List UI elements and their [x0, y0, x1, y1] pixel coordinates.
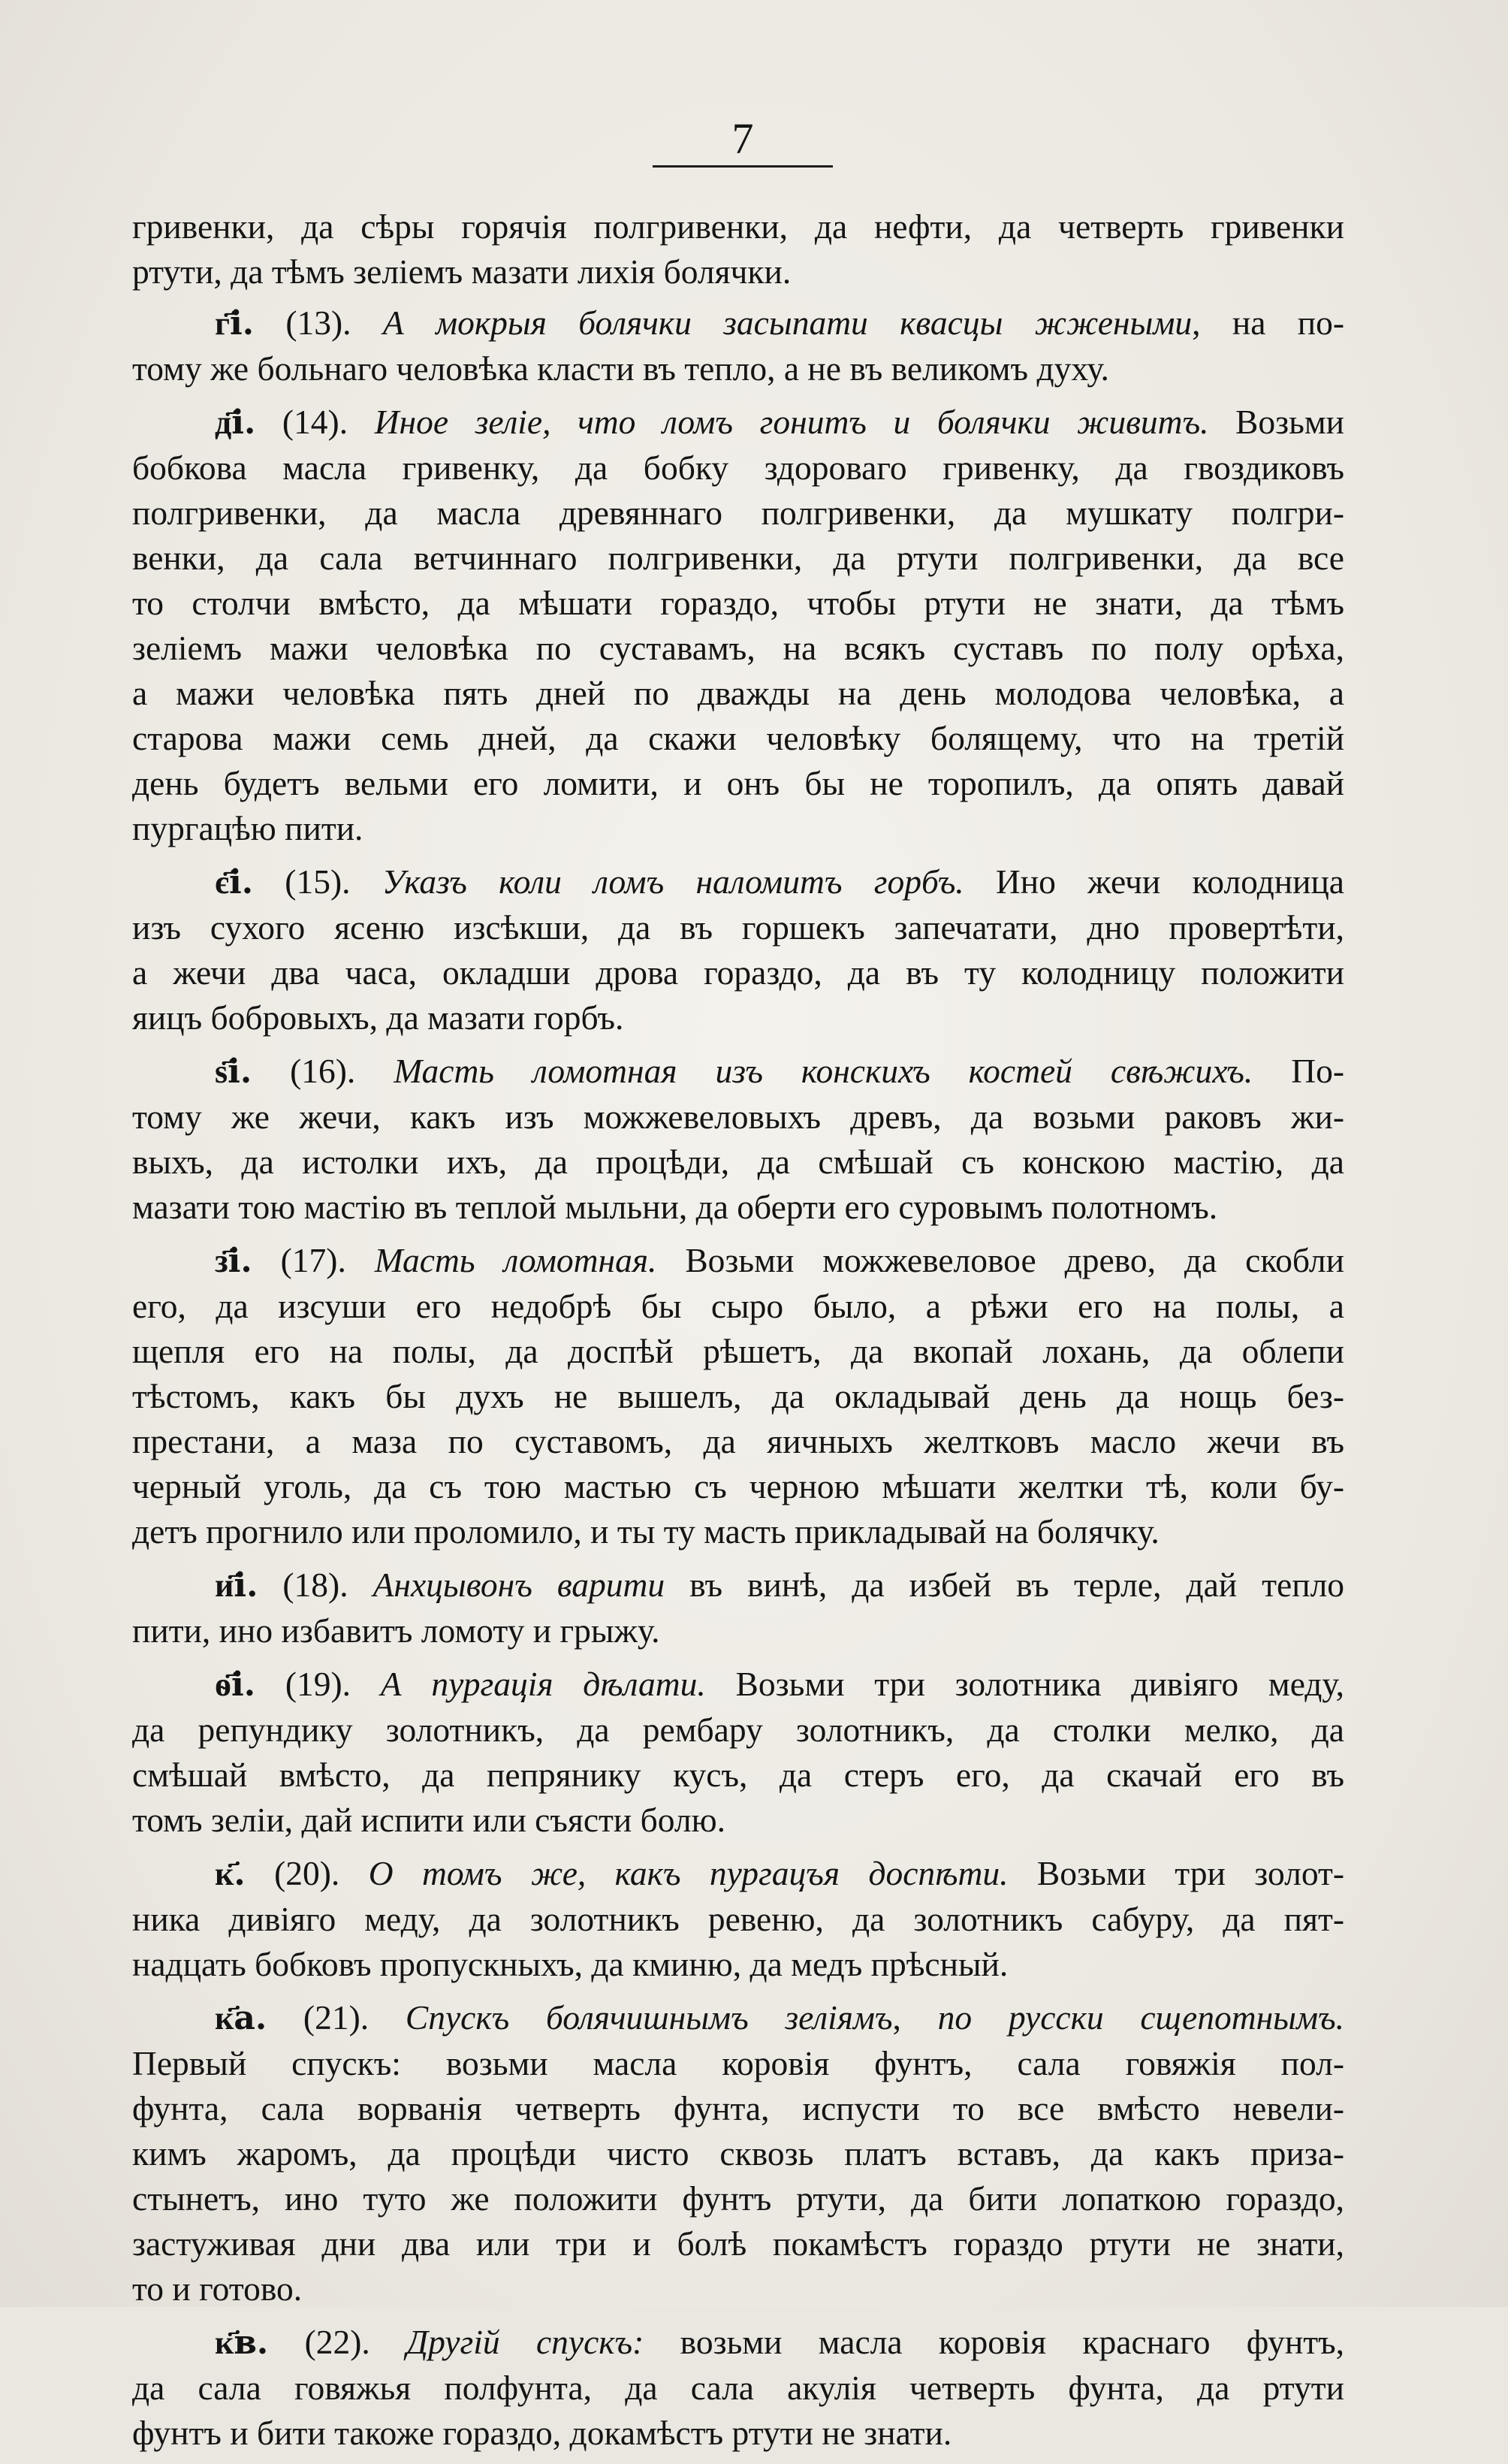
section-marker: д҃і.	[215, 403, 256, 442]
section-number: (16).	[290, 1052, 356, 1090]
text-segment: въ винѣ, да избей въ терле, дай тепло	[665, 1566, 1344, 1604]
text-line	[132, 1238, 1344, 1284]
text-line	[132, 1563, 1344, 1608]
text-segment: стынетъ, ино туто же положити фунтъ ртути, да бити лопаткою гораздо,	[132, 2179, 1344, 2218]
section-marker: ѕ҃і.	[215, 1052, 252, 1091]
text-segment: яицъ бобровыхъ, да мазати горбъ.	[132, 998, 624, 1037]
text-line	[132, 761, 1344, 806]
text-segment: надцать бобковъ пропускныхъ, да кминю, да медъ прѣсный.	[132, 1945, 1009, 1983]
text-segment: томъ зеліи, дай испити или съясти болю.	[132, 1801, 726, 1839]
text-line	[132, 2176, 1344, 2221]
text-segment: пити, ино избавитъ ломоту и грыжу.	[132, 1611, 660, 1650]
section-heading: Спускъ болячишнымъ зеліямъ	[405, 1998, 893, 2037]
text-line	[132, 905, 1344, 950]
section-heading: Масть ломотная.	[374, 1241, 657, 1279]
page-number: 7	[653, 113, 833, 168]
text-segment: детъ прогнило или проломило, и ты ту масть прикладывай на болячку.	[132, 1512, 1160, 1551]
text-line	[132, 249, 1344, 294]
text-line	[132, 300, 1344, 346]
text-line	[132, 346, 1344, 391]
section-heading: А пургація дѣлати.	[380, 1665, 706, 1703]
paragraph	[132, 1238, 1344, 1554]
text-segment: выхъ, да истолки ихъ, да процѣди, да смѣшай съ конскою мастію, да	[132, 1143, 1344, 1181]
text-segment: смѣшай вмѣсто, да пепрянику кусъ, да стеръ его, да скачай его въ	[132, 1756, 1344, 1794]
text-segment: зеліемъ мажи человѣка по суставамъ, на всякъ суставъ по полу орѣха,	[132, 629, 1344, 667]
text-line	[132, 1608, 1344, 1653]
text-line	[132, 2131, 1344, 2176]
text-segment: престани, а маза по суставомъ, да яичныхъ желтковъ масло жечи въ	[132, 1422, 1344, 1460]
paragraph	[132, 1049, 1344, 1230]
section-heading: А мокрыя болячки засыпати квасцы жжеными	[382, 303, 1193, 342]
section-heading: Указъ коли ломъ наломитъ горбъ.	[382, 862, 964, 901]
text-segment: пургацѣю пити.	[132, 809, 363, 847]
text-segment: фунта, сала ворванія четверть фунта, испусти то все вмѣсто невели-	[132, 2089, 1344, 2127]
text-line	[132, 2266, 1344, 2312]
section-marker: з҃і.	[215, 1242, 252, 1280]
text-line	[132, 716, 1344, 761]
text-line	[132, 1140, 1344, 1185]
paragraph	[132, 2320, 1344, 2456]
text-segment: щепля его на полы, да доспѣй рѣшетъ, да вкопай лохань, да облепи	[132, 1332, 1344, 1370]
text-segment: старова мажи семь дней, да скажи человѣку болящему, что на третій	[132, 719, 1344, 757]
text-line	[132, 2411, 1344, 2456]
text-line	[132, 1464, 1344, 1509]
text-segment: да сала говяжья полфунта, да сала акулія четверть фунта, да ртути	[132, 2369, 1344, 2407]
section-heading: Масть ломотная изъ конскихъ костей свѣжихъ.	[394, 1052, 1253, 1090]
text-line	[132, 1509, 1344, 1554]
text-segment: черный уголь, да съ тою мастью съ черною мѣшати желтки тѣ, коли бу-	[132, 1467, 1344, 1505]
text-line	[132, 995, 1344, 1040]
text-segment: Возьми три золот-	[1008, 1854, 1344, 1892]
section-heading: Анхцывонъ варити	[372, 1566, 665, 1604]
section-heading: Иное зеліе, что ломъ гонитъ и болячки живитъ.	[374, 403, 1209, 441]
text-segment: тѣстомъ, какъ бы духъ не вышелъ, да окладывай день да нощь без-	[132, 1377, 1344, 1415]
text-line	[132, 1942, 1344, 1987]
section-number: (15).	[285, 862, 351, 901]
text-segment: застуживая дни два или три и болѣ покамѣстъ гораздо ртути не знати,	[132, 2224, 1344, 2263]
text-line	[132, 445, 1344, 491]
text-line	[132, 859, 1344, 905]
section-number: (18).	[282, 1566, 348, 1604]
text-segment: его, да изсуши его недобрѣ бы сыро было, а рѣжи его на полы, а	[132, 1287, 1344, 1325]
text-segment: возьми масла коровія краснаго фунтъ,	[644, 2323, 1344, 2361]
section-marker: г҃і.	[215, 304, 255, 343]
text-segment: По-	[1253, 1052, 1344, 1090]
text-segment: тому же больнаго человѣка класти въ тепло, а не въ великомъ духу.	[132, 349, 1109, 388]
section-marker: и҃і.	[215, 1566, 258, 1605]
section-marker: ѳ҃і.	[215, 1665, 256, 1704]
text-segment: полгривенки, да масла древяннаго полгривенки, да мушкату полгри-	[132, 494, 1344, 532]
paragraph	[132, 1662, 1344, 1843]
text-segment: изъ сухого ясеню изсѣкши, да въ горшекъ запечатати, дно провертѣти,	[132, 908, 1344, 947]
text-segment: Первый спускъ: возьми масла коровія фунтъ, сала говяжія пол-	[132, 2044, 1344, 2082]
section-marker: к҃в.	[215, 2324, 269, 2362]
section-heading: по русски сщепотнымъ.	[937, 1998, 1344, 2037]
section-marker: є҃і.	[215, 863, 254, 901]
paragraph	[132, 300, 1344, 391]
section-marker: к҃а.	[215, 1999, 267, 2037]
text-line	[132, 400, 1344, 445]
text-line	[132, 2041, 1344, 2086]
text-segment: мазати тою мастію въ теплой мыльни, да оберти его суровымъ полотномъ.	[132, 1188, 1218, 1226]
section-number: (14).	[282, 403, 348, 441]
text-line	[132, 581, 1344, 626]
text-line	[132, 1419, 1344, 1464]
text-segment: венки, да сала ветчиннаго полгривенки, да ртути полгривенки, да все	[132, 539, 1344, 577]
page-header	[0, 113, 1508, 168]
text-line	[132, 2086, 1344, 2131]
text-line	[132, 626, 1344, 671]
text-line	[132, 1753, 1344, 1798]
text-line	[132, 806, 1344, 851]
text-line	[132, 671, 1344, 716]
text-segment: ртути, да тѣмъ зеліемъ мазати лихія болячки.	[132, 252, 792, 291]
text-segment: то столчи вмѣсто, да мѣшати гораздо, чтобы ртути не знати, да тѣмъ	[132, 584, 1344, 622]
section-marker: к҃.	[215, 1855, 246, 1893]
section-heading: Другій спускъ:	[406, 2323, 644, 2361]
paragraph	[132, 400, 1344, 851]
text-line	[132, 1897, 1344, 1942]
text-line	[132, 2366, 1344, 2411]
text-segment: тому же жечи, какъ изъ можжевеловыхъ древъ, да возьми раковъ жи-	[132, 1098, 1344, 1136]
body-text	[132, 204, 1344, 2464]
text-line	[132, 1374, 1344, 1419]
paragraph	[132, 859, 1344, 1040]
paragraph	[132, 1851, 1344, 1987]
text-line	[132, 950, 1344, 995]
text-segment: Возьми можжевеловое древо, да скобли	[656, 1241, 1344, 1279]
section-number: (19).	[285, 1665, 351, 1703]
text-line	[132, 2320, 1344, 2366]
text-line	[132, 1662, 1344, 1708]
section-number: (20).	[274, 1854, 340, 1892]
text-segment: Возьми	[1208, 403, 1344, 441]
text-line	[132, 1708, 1344, 1753]
text-line	[132, 1049, 1344, 1095]
text-line	[132, 2221, 1344, 2266]
text-segment: а мажи человѣка пять дней по дважды на день молодова человѣка, а	[132, 674, 1344, 712]
text-segment: то и готово.	[132, 2269, 303, 2308]
text-segment: Возьми три золотника дивіяго меду,	[705, 1665, 1344, 1703]
text-segment: фунтъ и бити такоже гораздо, докамѣстъ ртути не знати.	[132, 2414, 952, 2452]
paragraph	[132, 204, 1344, 294]
text-segment: гривенки, да сѣры горячія полгривенки, да нефти, да четверть гривенки	[132, 207, 1344, 246]
text-segment: день будетъ вельми его ломити, и онъ бы не торопилъ, да опять давай	[132, 764, 1344, 802]
section-number: (21).	[303, 1998, 369, 2037]
paragraph	[132, 1563, 1344, 1653]
section-number: (17).	[280, 1241, 346, 1279]
text-line	[132, 1851, 1344, 1897]
text-segment: а жечи два часа, окладши дрова гораздо, да въ ту колодницу положити	[132, 953, 1344, 992]
section-number: (22).	[304, 2323, 370, 2361]
text-line	[132, 1284, 1344, 1329]
text-segment: ника дивіяго меду, да золотникъ ревеню, да золотникъ сабуру, да пят-	[132, 1900, 1344, 1938]
text-line	[132, 1185, 1344, 1230]
text-line	[132, 204, 1344, 249]
text-line	[132, 1329, 1344, 1374]
text-segment: да репундику золотникъ, да рембару золотникъ, да столки мелко, да	[132, 1711, 1344, 1749]
text-segment: , на по-	[1192, 303, 1344, 342]
text-line	[132, 1798, 1344, 1843]
text-segment: Ино жечи колодница	[964, 862, 1344, 901]
text-segment: ,	[892, 1998, 938, 2037]
text-line	[132, 536, 1344, 581]
section-heading: О томъ же, какъ пургацъя доспѣти.	[368, 1854, 1009, 1892]
text-line	[132, 1095, 1344, 1140]
text-line	[132, 1995, 1344, 2041]
text-segment: кимъ жаромъ, да процѣди чисто сквозь платъ вставъ, да какъ приза-	[132, 2134, 1344, 2173]
text-line	[132, 491, 1344, 536]
section-number: (13).	[285, 303, 351, 342]
text-segment: бобкова масла гривенку, да бобку здороваго гривенку, да гвоздиковъ	[132, 448, 1344, 487]
paragraph	[132, 1995, 1344, 2312]
